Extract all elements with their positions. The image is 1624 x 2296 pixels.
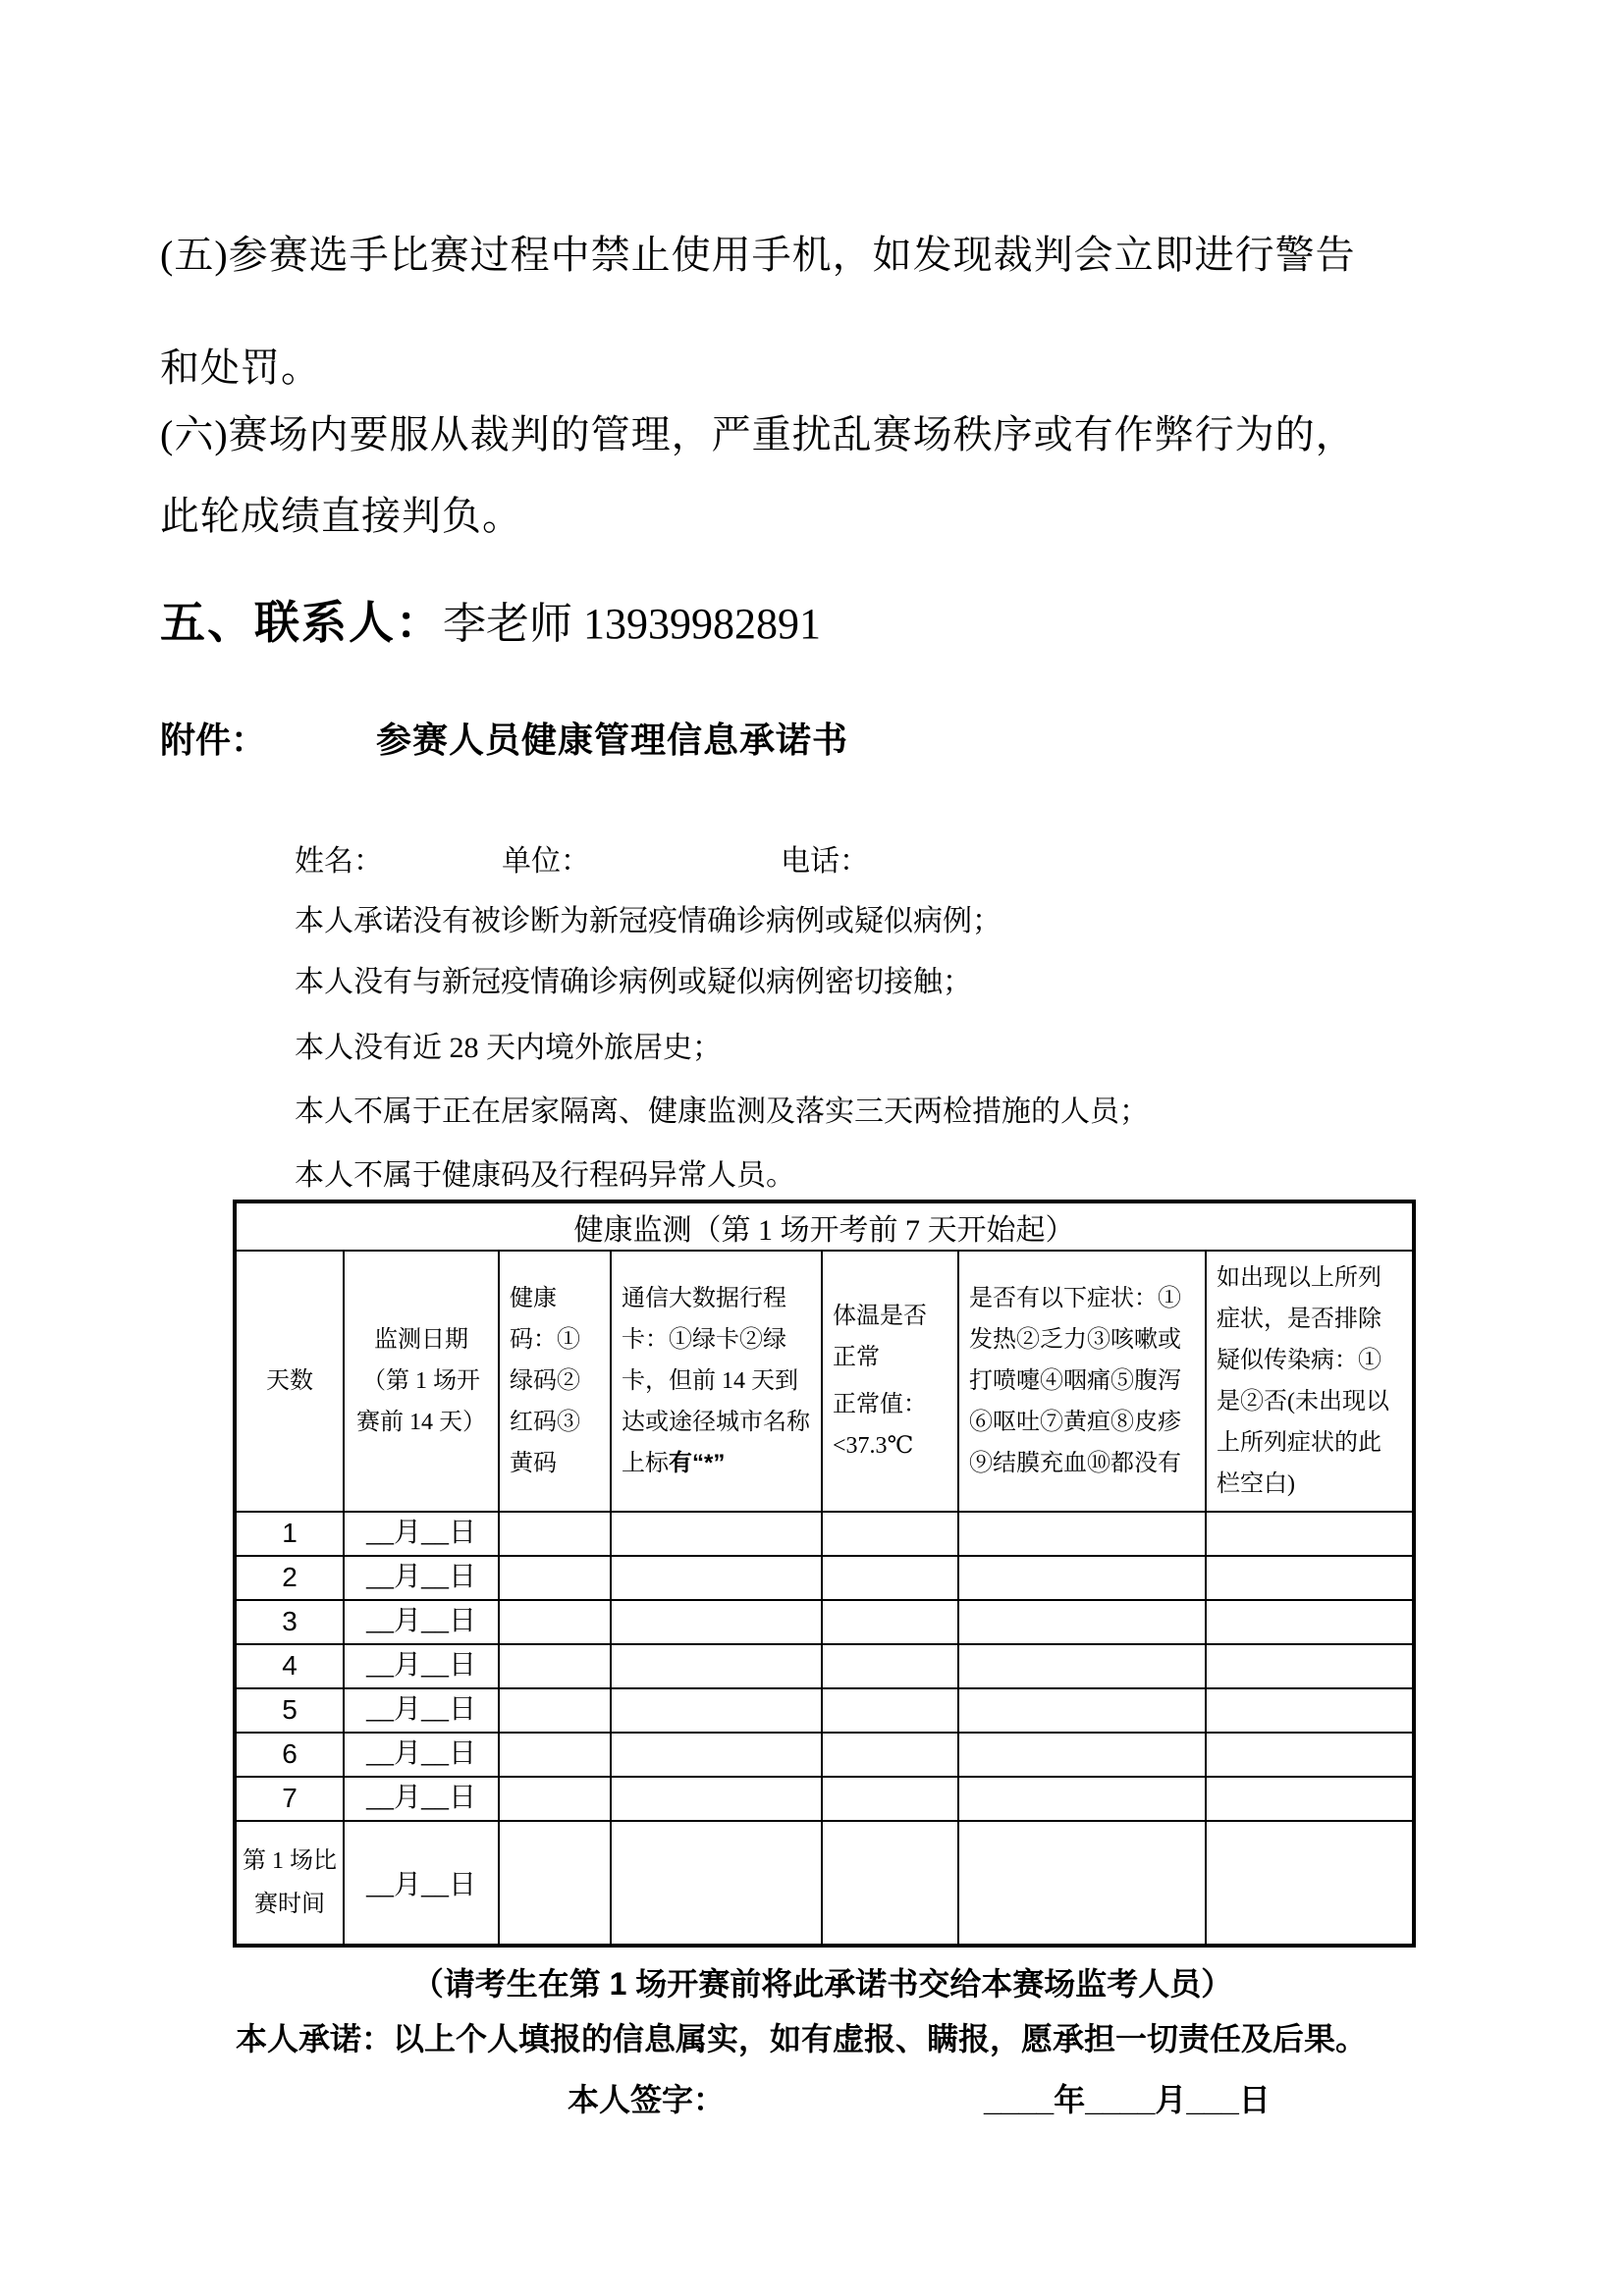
empty-cell (958, 1733, 1206, 1777)
day-cell: 4 (235, 1644, 344, 1688)
signature-label: 本人签字： (568, 2082, 726, 2117)
empty-cell (1206, 1556, 1414, 1600)
commitment-line: 本人没有近 28 天内境外旅居史； (295, 1032, 722, 1064)
attachment-title: 参赛人员健康管理信息承诺书 (376, 720, 849, 760)
commitment-line: 本人没有与新冠疫情确诊病例或疑似病例密切接触； (295, 966, 972, 998)
empty-cell (1206, 1688, 1414, 1733)
header-exclusion: 如出现以上所列症状，是否排除疑似传染病：①是②否(未出现以上所列症状的此栏空白) (1206, 1251, 1414, 1512)
empty-cell (1206, 1777, 1414, 1821)
header-symptoms: 是否有以下症状：①发热②乏力③咳嗽或打喷嚏④咽痛⑤腹泻⑥呕吐⑦黄疸⑧皮疹⑨结膜充血⑩都没有 (958, 1251, 1206, 1512)
table-title-row (235, 1201, 1414, 1251)
contact-heading (160, 587, 821, 652)
empty-cell (611, 1821, 822, 1946)
table-row (235, 1644, 1414, 1688)
empty-cell (958, 1600, 1206, 1644)
form-header-row (295, 836, 869, 880)
day-cell: 1 (235, 1512, 344, 1556)
empty-cell (958, 1512, 1206, 1556)
contact-value: 李老师 13939982891 (443, 600, 821, 648)
empty-cell (822, 1556, 958, 1600)
header-temperature: 体温是否正常 正常值：<37.3℃ (822, 1251, 958, 1512)
commitment-line: 本人不属于正在居家隔离、健康监测及落实三天两检措施的人员； (295, 1095, 1149, 1128)
unit-label: 单位： (502, 845, 590, 878)
date-cell: __月__日 (344, 1556, 499, 1600)
empty-cell (611, 1600, 822, 1644)
commitment-line: 本人承诺没有被诊断为新冠疫情确诊病例或疑似病例； (295, 905, 1001, 937)
table-row (235, 1512, 1414, 1556)
day-cell: 7 (235, 1777, 344, 1821)
empty-cell (1206, 1821, 1414, 1946)
day-cell: 5 (235, 1688, 344, 1733)
header-days: 天数 (235, 1251, 344, 1512)
attachment-heading (160, 713, 848, 763)
table-row (235, 1600, 1414, 1644)
promise-statement: 本人承诺：以上个人填报的信息属实，如有虚报、瞒报，愿承担一切责任及后果。 (236, 2021, 1368, 2056)
empty-cell (822, 1733, 958, 1777)
contact-label: 五、联系人： (160, 597, 443, 648)
date-cell: __月__日 (344, 1777, 499, 1821)
date-cell: __月__日 (344, 1821, 499, 1946)
empty-cell (958, 1688, 1206, 1733)
rule-item5-line2: 和处罚。 (160, 346, 321, 390)
empty-cell (499, 1556, 611, 1600)
submit-note: （请考生在第 1 场开赛前将此承诺书交给本赛场监考人员） (411, 1966, 1233, 2002)
attachment-label: 附件： (160, 720, 267, 760)
table-row-match-time (235, 1821, 1414, 1946)
empty-cell (822, 1644, 958, 1688)
empty-cell (1206, 1644, 1414, 1688)
signature-date-blank: ____年____月___日 (984, 2082, 1271, 2117)
day-cell: 2 (235, 1556, 344, 1600)
table-header-row (235, 1251, 1414, 1512)
empty-cell (958, 1556, 1206, 1600)
empty-cell (958, 1777, 1206, 1821)
empty-cell (499, 1821, 611, 1946)
header-monitor-date: 监测日期（第 1 场开赛前 14 天） (344, 1251, 499, 1512)
health-monitoring-table (233, 1200, 1416, 1948)
empty-cell (499, 1600, 611, 1644)
empty-cell (611, 1733, 822, 1777)
table-row (235, 1556, 1414, 1600)
rule-item6-line1: (六)赛场内要服从裁判的管理，严重扰乱赛场秩序或有作弊行为的， (160, 412, 1356, 456)
day-cell: 3 (235, 1600, 344, 1644)
empty-cell (611, 1777, 822, 1821)
empty-cell (611, 1512, 822, 1556)
day-cell: 第 1 场比赛时间 (235, 1821, 344, 1946)
empty-cell (822, 1688, 958, 1733)
day-cell: 6 (235, 1733, 344, 1777)
empty-cell (958, 1644, 1206, 1688)
empty-cell (958, 1821, 1206, 1946)
empty-cell (1206, 1512, 1414, 1556)
rule-item5-line1: (五)参赛选手比赛过程中禁止使用手机，如发现裁判会立即进行警告 (160, 233, 1356, 277)
phone-label: 电话： (781, 845, 869, 878)
empty-cell (822, 1777, 958, 1821)
empty-cell (499, 1644, 611, 1688)
empty-cell (611, 1688, 822, 1733)
table-title: 健康监测（第 1 场开考前 7 天开始起） (235, 1201, 1414, 1251)
date-cell: __月__日 (344, 1733, 499, 1777)
header-health-code: 健康码：①绿码②红码③黄码 (499, 1251, 611, 1512)
name-label: 姓名： (295, 845, 383, 878)
empty-cell (1206, 1733, 1414, 1777)
empty-cell (499, 1777, 611, 1821)
empty-cell (499, 1688, 611, 1733)
empty-cell (822, 1821, 958, 1946)
empty-cell (822, 1600, 958, 1644)
empty-cell (822, 1512, 958, 1556)
empty-cell (611, 1556, 822, 1600)
date-cell: __月__日 (344, 1600, 499, 1644)
table-row (235, 1733, 1414, 1777)
empty-cell (1206, 1600, 1414, 1644)
commitment-line: 本人不属于健康码及行程码异常人员。 (295, 1159, 795, 1192)
date-cell: __月__日 (344, 1644, 499, 1688)
table-row (235, 1688, 1414, 1733)
empty-cell (611, 1644, 822, 1688)
empty-cell (499, 1733, 611, 1777)
empty-cell (499, 1512, 611, 1556)
rule-item6-line2: 此轮成绩直接判负。 (160, 494, 522, 538)
date-cell: __月__日 (344, 1512, 499, 1556)
date-cell: __月__日 (344, 1688, 499, 1733)
header-travel-card: 通信大数据行程卡：①绿卡②绿卡，但前 14 天到达或途径城市名称上标有“*” (611, 1251, 822, 1512)
table-row (235, 1777, 1414, 1821)
